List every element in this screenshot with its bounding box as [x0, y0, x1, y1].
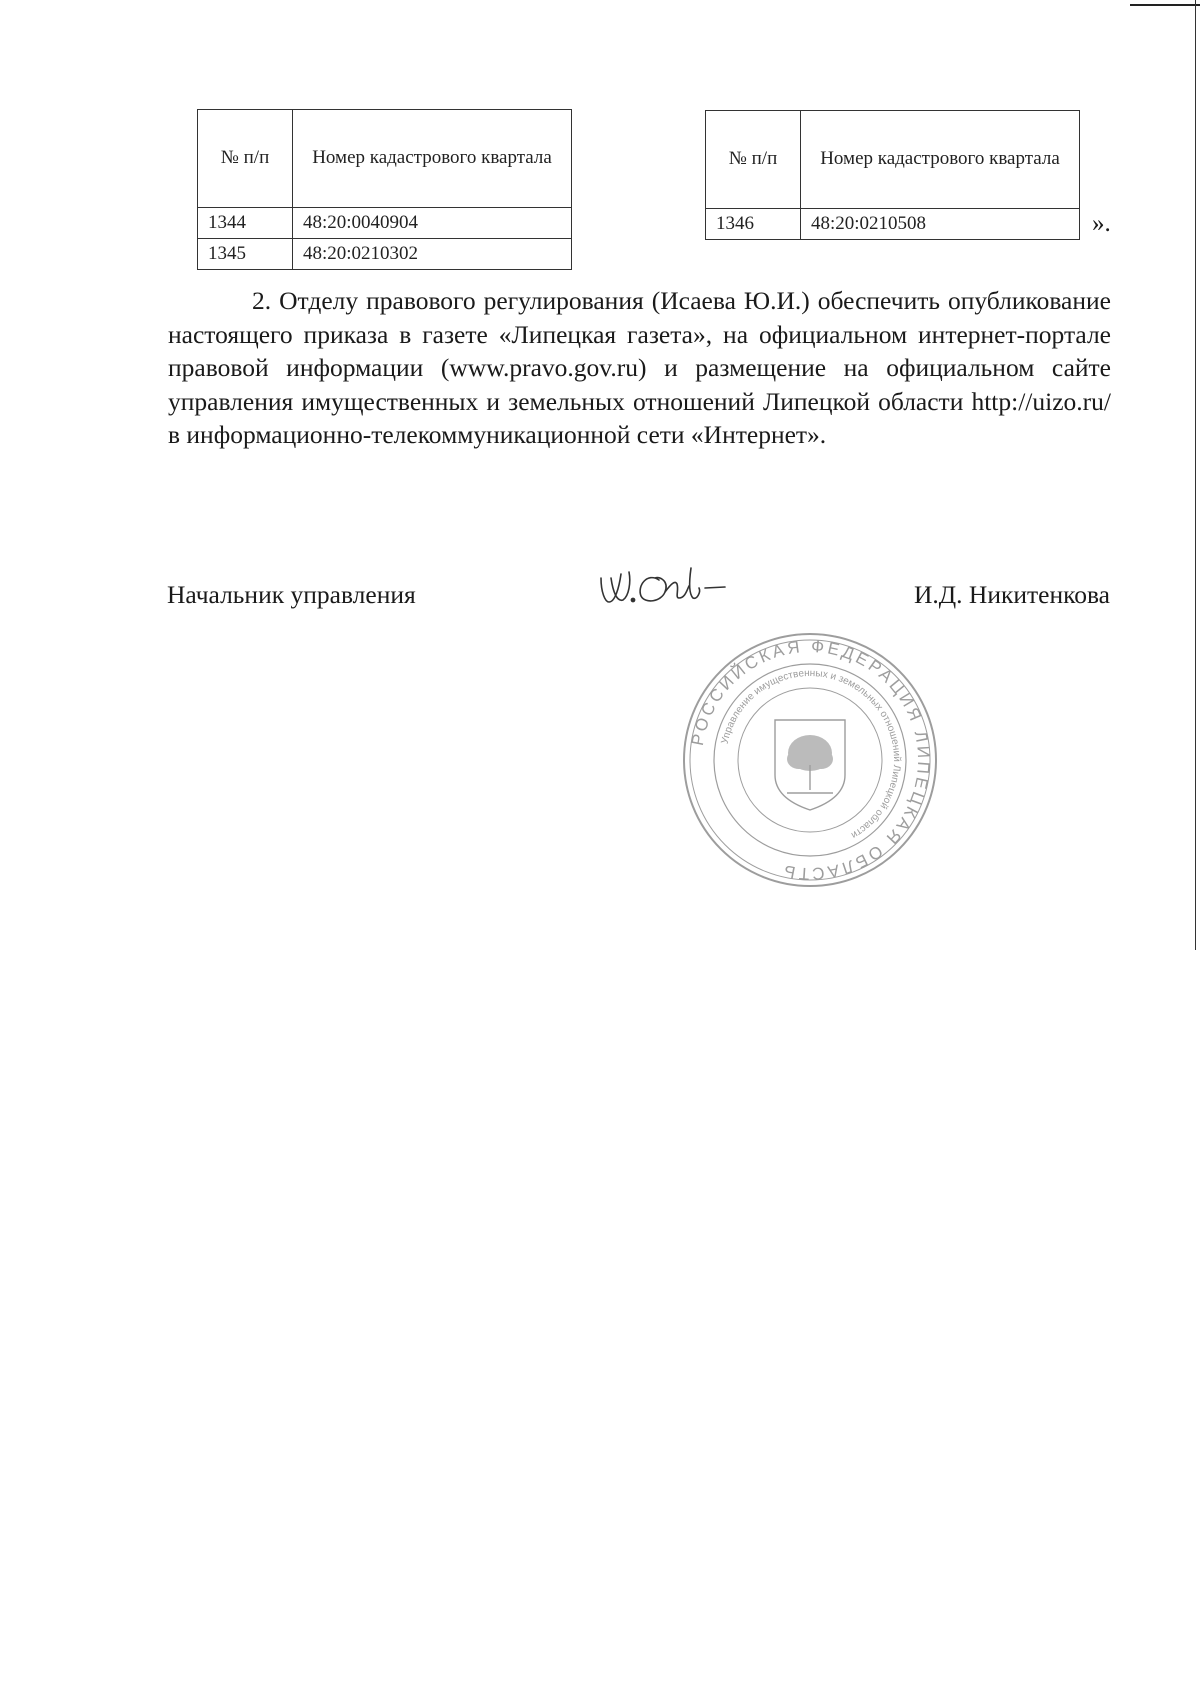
seal-inner-text: Управление имущественных и земельных отношений Липецкой области	[719, 667, 903, 841]
cadastral-table-left	[197, 109, 572, 270]
header-num: № п/п	[706, 111, 801, 209]
row-num: 1344	[198, 208, 293, 239]
row-num: 1345	[198, 239, 293, 270]
scan-border-top	[1130, 4, 1200, 6]
handwritten-signature	[595, 562, 735, 612]
table-header-row	[706, 111, 1080, 209]
header-cadastral: Номер кадастрового квартала	[293, 110, 572, 208]
header-cadastral: Номер кадастрового квартала	[801, 111, 1080, 209]
seal-outer-text: РОССИЙСКАЯ ФЕДЕРАЦИЯ ЛИПЕЦКАЯ ОБЛАСТЬ	[687, 636, 934, 884]
cadastral-table-right	[705, 110, 1080, 240]
row-code: 48:20:0040904	[293, 208, 572, 239]
table-header-row	[198, 110, 572, 208]
header-num: № п/п	[198, 110, 293, 208]
row-num: 1346	[706, 209, 801, 240]
closing-quote: ».	[1092, 210, 1111, 237]
row-code: 48:20:0210302	[293, 239, 572, 270]
signatory-position: Начальник управления	[167, 580, 416, 609]
paragraph-2	[168, 284, 1111, 452]
paragraph-2-text: 2. Отделу правового регулирования (Исаева Ю.И.) обеспечить опубликование настоящего приказа в газете «Липецкая газета», на официальном интернет-портале правовой информации (www.pravo.gov.ru) и размещение на официальном сайте управления имущественных и земельных отношений Липецкой области http://uizo.ru/ в информационно-телекоммуникационной сети «Интернет».	[168, 286, 1111, 449]
scan-border-right	[1195, 0, 1196, 950]
coat-of-arms-icon	[775, 720, 845, 810]
official-seal	[675, 625, 945, 895]
signatory-name: И.Д. Никитенкова	[913, 580, 1110, 609]
table-row	[198, 239, 572, 270]
row-code: 48:20:0210508	[801, 209, 1080, 240]
table-row	[198, 208, 572, 239]
table-row	[706, 209, 1080, 240]
